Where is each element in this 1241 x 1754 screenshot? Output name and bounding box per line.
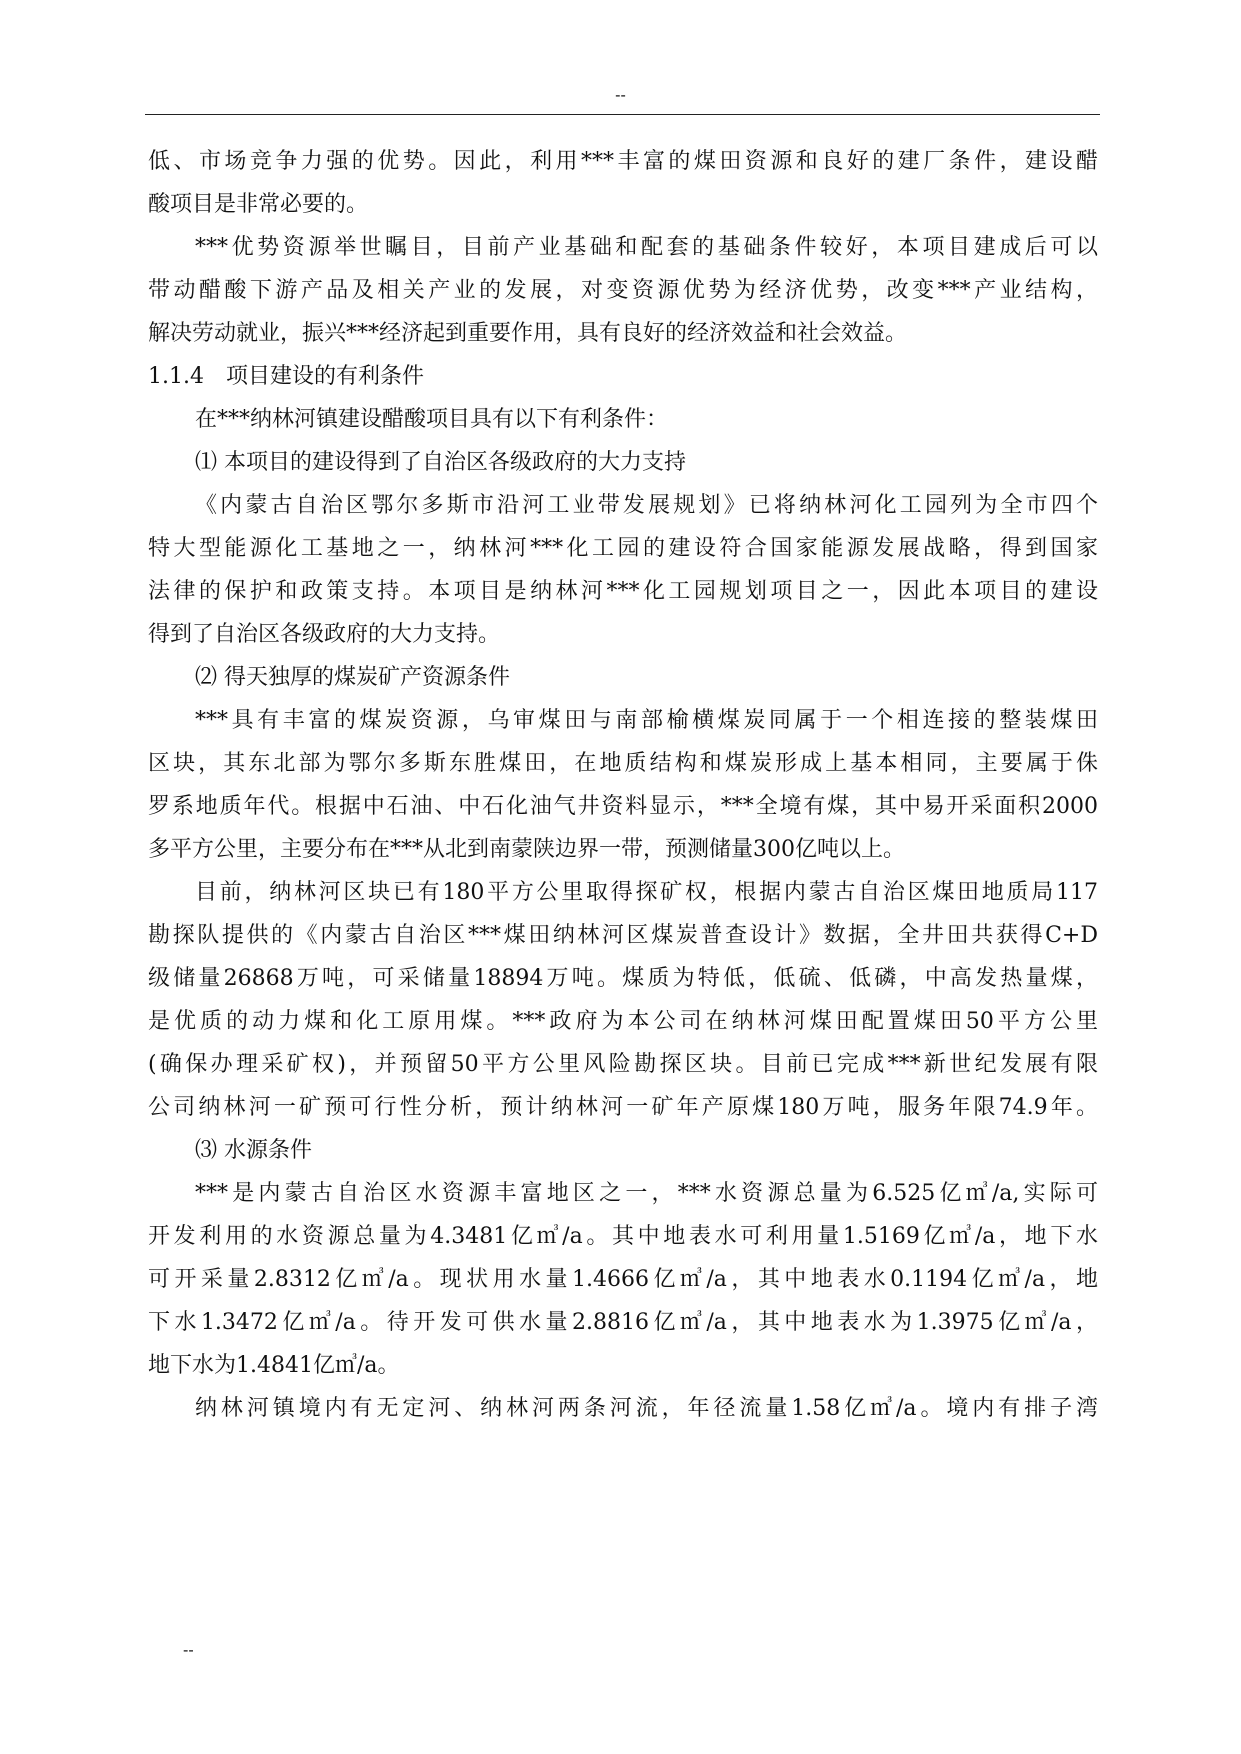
text-line: 是优质的动力煤和化工原用煤。***政府为本公司在纳林河煤田配置煤田50平方公里 — [148, 1009, 1098, 1034]
text-line: 可开采量2.8312亿㎥/a。现状用水量1.4666亿㎥/a，其中地表水0.1194亿㎥/a，地 — [148, 1267, 1098, 1292]
text-line: 多平方公里，主要分布在***从北到南蒙陕边界一带，预测储量300亿吨以上。 — [148, 837, 905, 862]
text-line: 得到了自治区各级政府的大力支持。 — [148, 622, 501, 647]
text-line: 解决劳动就业，振兴***经济起到重要作用，具有良好的经济效益和社会效益。 — [148, 321, 908, 346]
text-line: ***是内蒙古自治区水资源丰富地区之一，***水资源总量为6.525亿㎥/a,实际可 — [195, 1181, 1098, 1206]
text-line: 低、市场竞争力强的优势。因此，利用***丰富的煤田资源和良好的建厂条件，建设醋 — [148, 149, 1098, 174]
text-line: 地下水为1.4841亿㎥/a。 — [148, 1353, 400, 1378]
text-line: 带动醋酸下游产品及相关产业的发展，对变资源优势为经济优势，改变***产业结构， — [148, 278, 1098, 303]
text-line: 特大型能源化工基地之一，纳林河***化工园的建设符合国家能源发展战略，得到国家 — [148, 536, 1098, 561]
text-line: 酸项目是非常必要的。 — [148, 192, 369, 217]
text-line: 下水1.3472亿㎥/a。待开发可供水量2.8816亿㎥/a，其中地表水为1.3975亿㎥/a， — [148, 1310, 1098, 1335]
text-line: 开发利用的水资源总量为4.3481亿㎥/a。其中地表水可利用量1.5169亿㎥/a，地下水 — [148, 1224, 1098, 1249]
text-line: ***优势资源举世瞩目，目前产业基础和配套的基础条件较好，本项目建成后可以 — [195, 235, 1098, 260]
section-heading: 1.1.4 项目建设的有利条件 — [148, 364, 424, 389]
list-item-heading: ⑴ 本项目的建设得到了自治区各级政府的大力支持 — [195, 450, 686, 475]
document-body — [148, 140, 1098, 1430]
text-line: 目前，纳林河区块已有180平方公里取得探矿权，根据内蒙古自治区煤田地质局117 — [195, 880, 1098, 905]
text-line: ***具有丰富的煤炭资源，乌审煤田与南部榆横煤炭同属于一个相连接的整装煤田 — [195, 708, 1098, 733]
header-rule — [145, 114, 1100, 115]
text-line: 级储量26868万吨，可采储量18894万吨。煤质为特低，低硫、低磷，中高发热量煤， — [148, 966, 1098, 991]
text-line: 在***纳林河镇建设醋酸项目具有以下有利条件： — [195, 407, 669, 432]
list-item-heading: ⑵ 得天独厚的煤炭矿产资源条件 — [195, 665, 510, 690]
text-line: 纳林河镇境内有无定河、纳林河两条河流，年径流量1.58亿㎥/a。境内有排子湾 — [195, 1396, 1098, 1421]
text-line: 罗系地质年代。根据中石油、中石化油气井资料显示，***全境有煤，其中易开采面积2000 — [148, 794, 1098, 819]
page-footer-mark: -- — [183, 1642, 194, 1659]
text-line: 区块，其东北部为鄂尔多斯东胜煤田，在地质结构和煤炭形成上基本相同，主要属于侏 — [148, 751, 1098, 776]
page-header-mark: -- — [615, 87, 626, 104]
text-line: (确保办理采矿权)，并预留50平方公里风险勘探区块。目前已完成***新世纪发展有限 — [148, 1052, 1098, 1077]
text-line: 勘探队提供的《内蒙古自治区***煤田纳林河区煤炭普查设计》数据，全井田共获得C+D — [148, 923, 1098, 948]
text-line: 《内蒙古自治区鄂尔多斯市沿河工业带发展规划》已将纳林河化工园列为全市四个 — [195, 493, 1098, 518]
text-line: 公司纳林河一矿预可行性分析，预计纳林河一矿年产原煤180万吨，服务年限74.9年。 — [148, 1095, 1098, 1120]
list-item-heading: ⑶ 水源条件 — [195, 1138, 312, 1163]
text-line: 法律的保护和政策支持。本项目是纳林河***化工园规划项目之一，因此本项目的建设 — [148, 579, 1098, 604]
